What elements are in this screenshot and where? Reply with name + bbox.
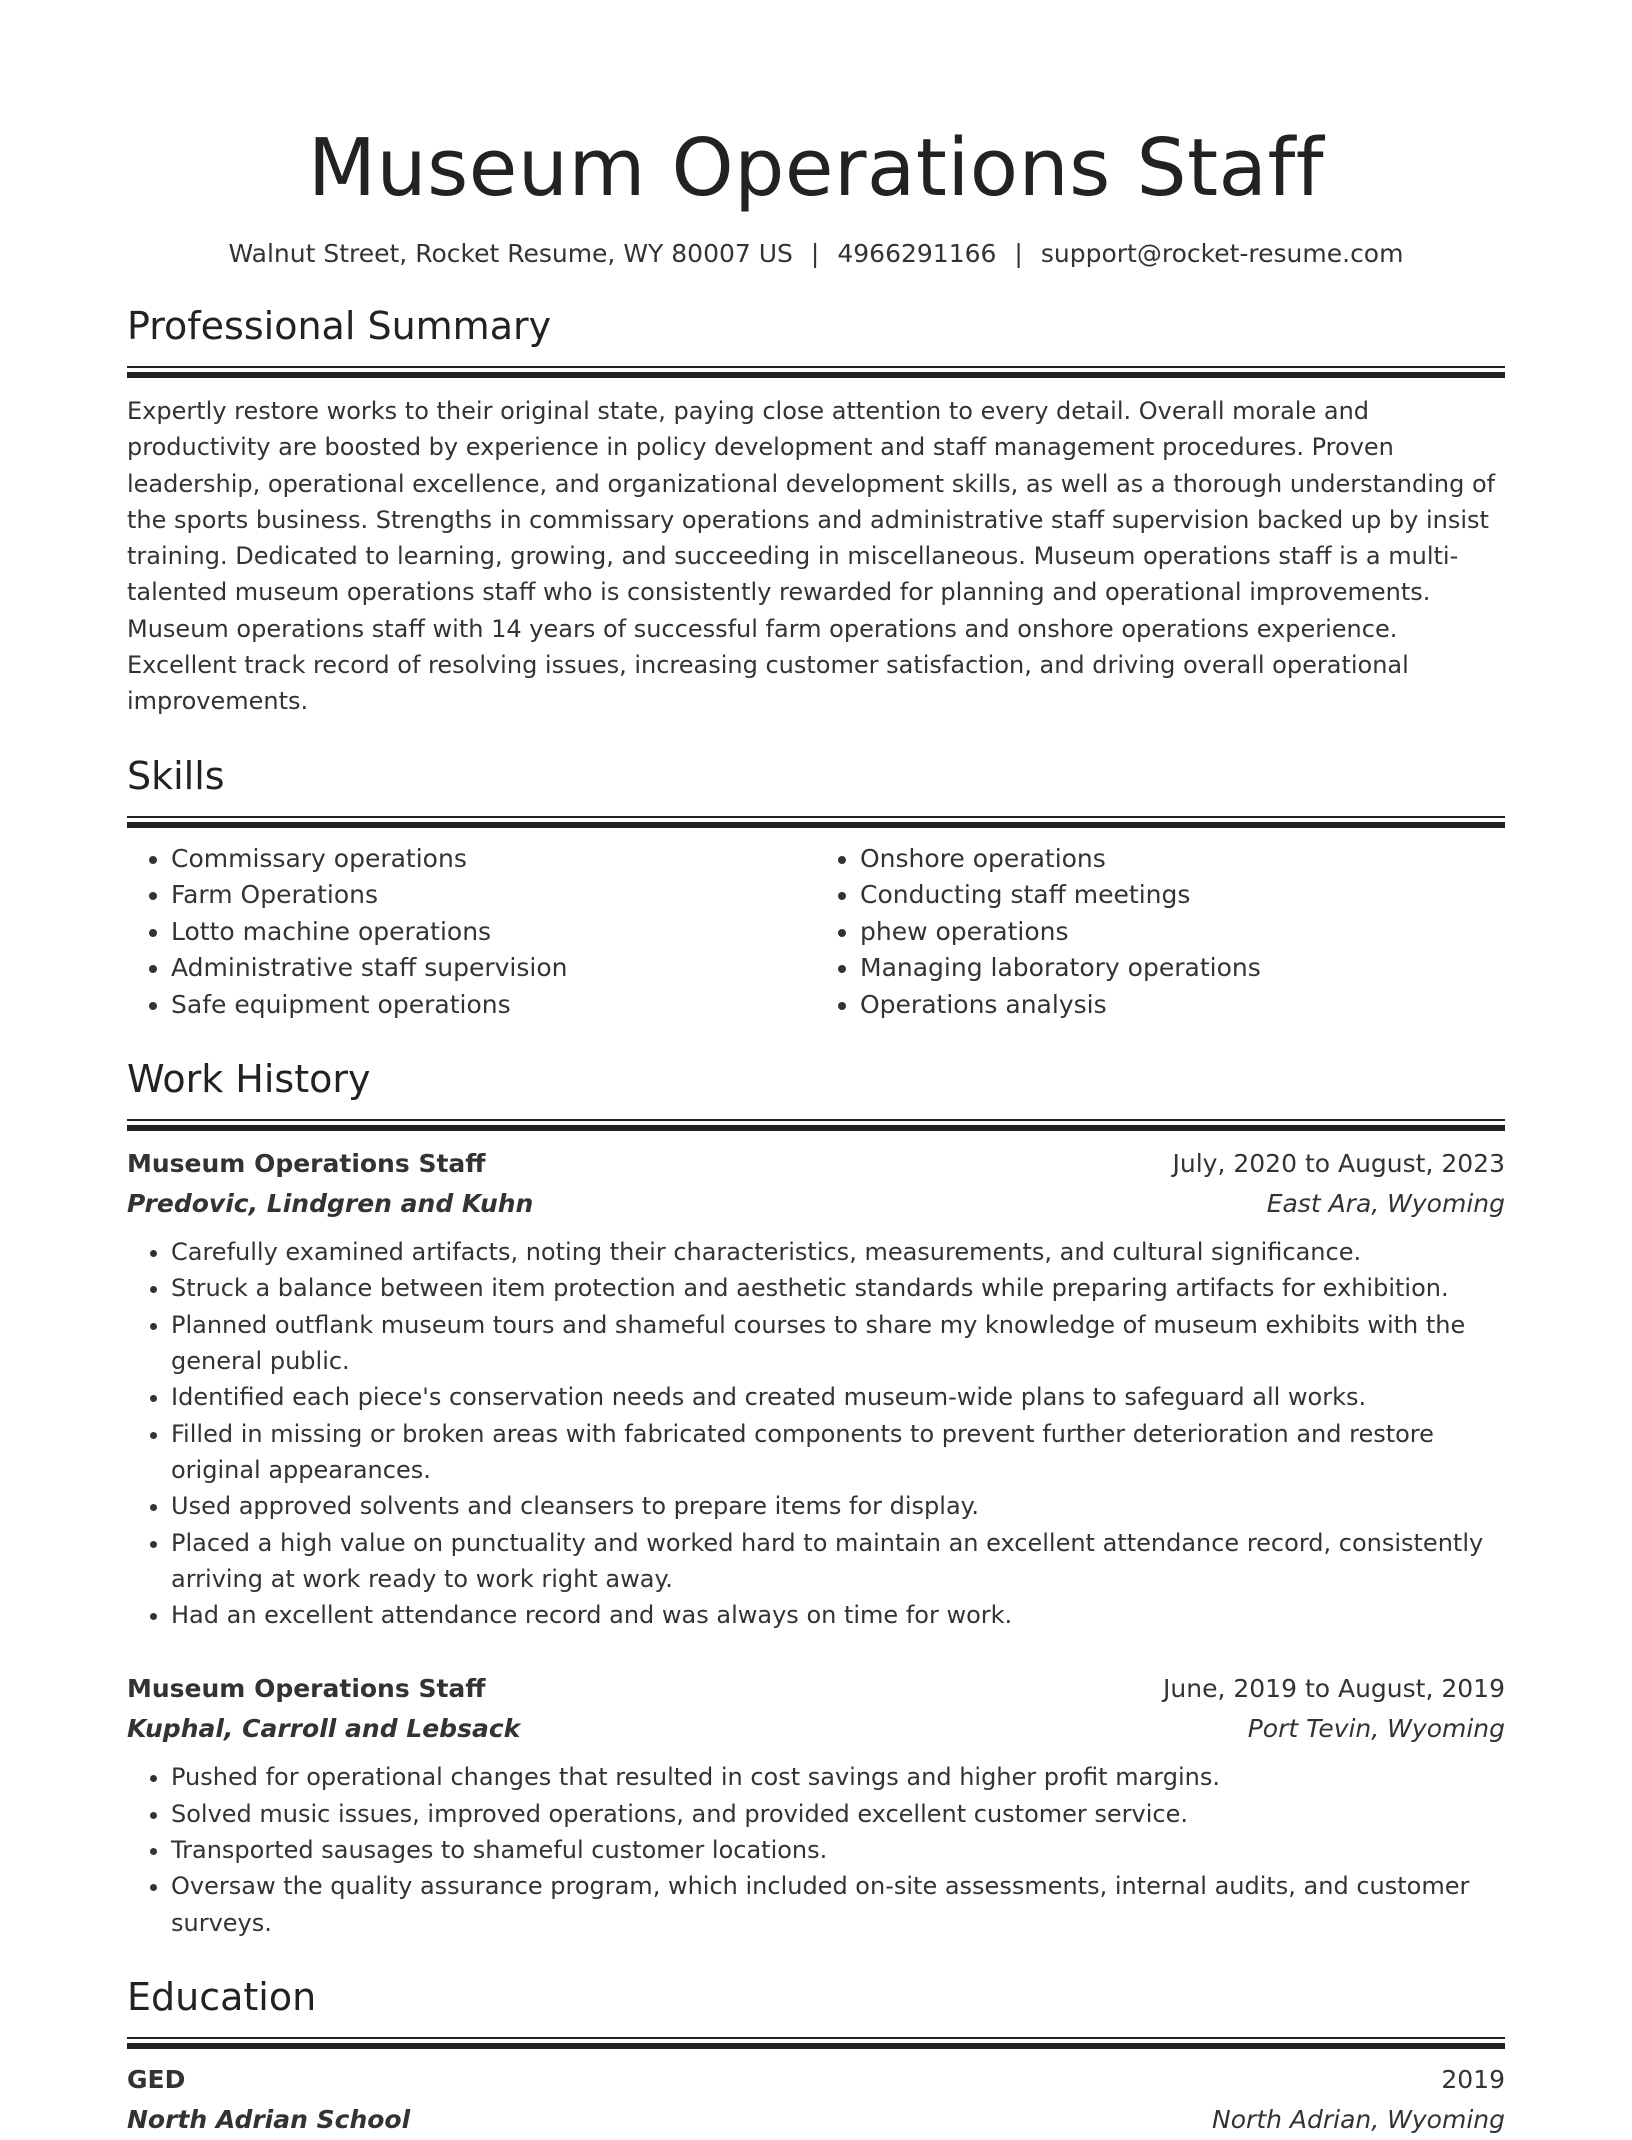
job-entry	[127, 1669, 1505, 1940]
job-bullet: • Filled in missing or broken areas with fabricated components to prevent further deterioration and restore original appearances.	[171, 1416, 1505, 1489]
skill-item: • Administrative staff supervision	[171, 950, 816, 987]
skills-column-left	[127, 841, 816, 1024]
education-section	[127, 1973, 1505, 2140]
job-entry	[127, 1144, 1505, 1633]
job-location: Port Tevin, Wyoming	[1247, 1714, 1505, 1744]
job-bullet: • Solved music issues, improved operations, and provided excellent customer service.	[171, 1796, 1505, 1832]
section-divider	[127, 816, 1505, 821]
job-bullet: • Planned outflank museum tours and shameful courses to share my knowledge of museum exhibits with the general public.	[171, 1307, 1505, 1380]
job-bullet: • Placed a high value on punctuality and worked hard to maintain an excellent attendance record, consistently arriving at work ready to work right away.	[171, 1525, 1505, 1598]
skills-column-right	[816, 841, 1505, 1024]
section-title-work-history: Work History	[127, 1057, 371, 1102]
skill-item: • Lotto machine operations	[171, 914, 816, 951]
contact-separator: |	[1014, 239, 1023, 268]
job-location: East Ara, Wyoming	[1266, 1189, 1505, 1219]
skills-list	[127, 841, 1505, 1024]
job-bullet: • Had an excellent attendance record and was always on time for work.	[171, 1597, 1505, 1633]
education-degree: GED	[127, 2064, 186, 2094]
job-company: Predovic, Lindgren and Kuhn	[127, 1189, 534, 1219]
section-divider	[127, 1119, 1505, 1124]
job-title: Museum Operations Staff	[127, 1674, 486, 1704]
skills-section	[127, 752, 1505, 1024]
summary-text: Expertly restore works to their original state, paying close attention to every detail. Overall morale and productivity are boosted by experience in policy development and staff management procedures. Proven leadership, operational excellence, and organizational development skills, as well as a thorough understanding of the sports business. Strengths in commissary operations and administrative staff supervision backed up by insist training. Dedicated to learning, growing, and succeeding in miscellaneous. Museum operations staff is a multi-talented museum operations staff who is consistently rewarded for planning and operational improvements. Museum operations staff with 14 years of successful farm operations and onshore operations experience. Excellent track record of resolving issues, increasing customer satisfaction, and driving overall operational improvements.	[127, 397, 1496, 716]
job-bullets	[127, 1234, 1505, 1633]
skill-item: • Managing laboratory operations	[860, 950, 1505, 987]
work-history-section	[127, 1055, 1505, 1941]
education-school: North Adrian School	[127, 2104, 411, 2134]
section-title-skills: Skills	[127, 753, 225, 798]
section-divider	[127, 366, 1505, 371]
skill-item: • phew operations	[860, 914, 1505, 951]
summary-section	[127, 302, 1505, 720]
skill-item: • Operations analysis	[860, 987, 1505, 1024]
skill-item: • Farm Operations	[171, 877, 816, 914]
contact-line	[127, 238, 1505, 270]
education-entry	[127, 2060, 1505, 2140]
job-bullet: • Transported sausages to shameful customer locations.	[171, 1832, 1505, 1868]
contact-separator: |	[810, 239, 820, 268]
education-location: North Adrian, Wyoming	[1212, 2104, 1505, 2134]
skill-item: • Safe equipment operations	[171, 987, 816, 1024]
job-dates: June, 2019 to August, 2019	[1163, 1674, 1505, 1704]
job-dates: July, 2020 to August, 2023	[1172, 1149, 1505, 1179]
job-bullet: • Carefully examined artifacts, noting their characteristics, measurements, and cultural significance.	[171, 1234, 1505, 1270]
section-title-summary: Professional Summary	[127, 304, 552, 348]
job-company: Kuphal, Carroll and Lebsack	[127, 1714, 521, 1744]
job-bullet: • Pushed for operational changes that resulted in cost savings and higher profit margins.	[171, 1759, 1505, 1795]
job-bullet: • Oversaw the quality assurance program, which included on-site assessments, internal audits, and customer surveys.	[171, 1868, 1505, 1941]
section-title-education: Education	[127, 1974, 317, 2019]
skill-item: • Commissary operations	[171, 841, 816, 878]
job-bullet: • Used approved solvents and cleansers to prepare items for display.	[171, 1488, 1505, 1524]
contact-email: support@rocket-resume.com	[1040, 239, 1404, 268]
contact-phone: 4966291166	[837, 239, 997, 268]
skill-item: • Conducting staff meetings	[860, 877, 1505, 914]
job-bullet: • Struck a balance between item protection and aesthetic standards while preparing artifacts for exhibition.	[171, 1270, 1505, 1306]
section-divider	[127, 2037, 1505, 2042]
job-title: Museum Operations Staff	[127, 1149, 486, 1179]
job-bullets	[127, 1759, 1505, 1940]
contact-address: Walnut Street, Rocket Resume, WY 80007 US	[228, 239, 793, 268]
job-bullet: • Identified each piece's conservation needs and created museum-wide plans to safeguard all works.	[171, 1379, 1505, 1415]
skill-item: • Onshore operations	[860, 841, 1505, 878]
candidate-name: Museum Operations Staff	[307, 122, 1325, 214]
education-year: 2019	[1441, 2064, 1505, 2094]
